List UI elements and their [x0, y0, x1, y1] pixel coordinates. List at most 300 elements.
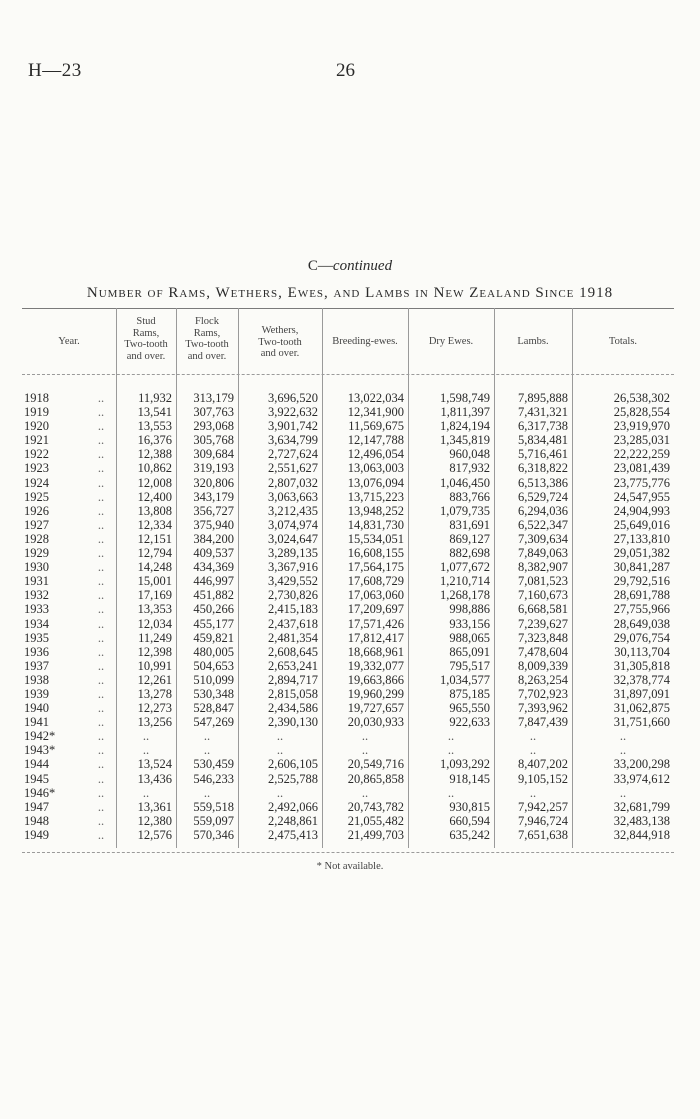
- leader-dots: ..: [97, 757, 105, 772]
- dry-cell: 988,065: [449, 630, 490, 645]
- flock-cell: 450,266: [193, 602, 234, 617]
- breeding-cell: 18,668,961: [347, 644, 404, 659]
- stud-cell: 13,278: [137, 686, 172, 701]
- stud-cell: 12,400: [137, 489, 172, 504]
- totals-cell: 32,483,138: [613, 813, 670, 828]
- year-cell: 1931: [24, 574, 49, 589]
- flock-cell: 434,369: [193, 560, 234, 575]
- breeding-cell: 12,147,788: [347, 433, 404, 448]
- col-header-wethers: Wethers, Two-tooth and over.: [258, 325, 302, 359]
- table-row: [22, 405, 674, 419]
- breeding-cell: 12,496,054: [347, 447, 404, 462]
- year-cell: 1919: [24, 405, 49, 420]
- year-cell: 1936: [24, 644, 49, 659]
- totals-cell: 33,974,612: [613, 771, 670, 786]
- lambs-cell: 6,668,581: [518, 602, 568, 617]
- table-title: Number of Rams, Wethers, Ewes, and Lambs in New Zealand Since 1918: [86, 285, 614, 301]
- lambs-cell: 6,318,822: [518, 461, 568, 476]
- stud-cell: 16,376: [137, 433, 172, 448]
- year-cell: 1949: [24, 827, 49, 842]
- stud-cell: 13,353: [137, 602, 172, 617]
- dry-cell: 869,127: [449, 531, 490, 546]
- year-cell: 1923: [24, 461, 49, 476]
- wethers-cell: 3,063,663: [268, 489, 318, 504]
- table-row: [22, 574, 674, 588]
- stud-cell: 10,862: [137, 461, 172, 476]
- wethers-cell: 3,367,916: [268, 560, 318, 575]
- breeding-cell: 13,063,003: [347, 461, 404, 476]
- breeding-cell: 19,727,657: [347, 701, 404, 716]
- leader-dots: ..: [97, 672, 105, 687]
- dry-cell: 831,691: [449, 517, 490, 532]
- year-cell: 1938: [24, 672, 49, 687]
- dry-cell: 865,091: [449, 644, 490, 659]
- table-row: [22, 786, 674, 800]
- year-cell: 1922: [24, 447, 49, 462]
- leader-dots: ..: [97, 658, 105, 673]
- table-row: [22, 602, 674, 616]
- not-available-cell: ..: [276, 785, 284, 800]
- wethers-cell: 2,492,066: [268, 799, 318, 814]
- flock-cell: 319,193: [193, 461, 234, 476]
- leader-dots: ..: [97, 475, 105, 490]
- breeding-cell: 20,549,716: [347, 757, 404, 772]
- not-available-cell: ..: [276, 729, 284, 744]
- stud-cell: 13,553: [137, 419, 172, 434]
- dry-cell: 1,077,672: [440, 560, 490, 575]
- lambs-cell: 8,263,254: [518, 672, 568, 687]
- year-cell: 1940: [24, 701, 49, 716]
- totals-cell: 31,751,660: [613, 715, 670, 730]
- table-row: [22, 617, 674, 631]
- not-available-cell: ..: [203, 729, 211, 744]
- year-cell: 1926: [24, 503, 49, 518]
- breeding-cell: 17,209,697: [347, 602, 404, 617]
- not-available-cell: ..: [529, 729, 537, 744]
- breeding-cell: 19,332,077: [347, 658, 404, 673]
- leader-dots: ..: [97, 715, 105, 730]
- leader-dots: ..: [97, 405, 105, 420]
- year-cell: 1939: [24, 686, 49, 701]
- table-row: [22, 687, 674, 701]
- table-row: [22, 800, 674, 814]
- flock-cell: 320,806: [193, 475, 234, 490]
- table-row: [22, 772, 674, 786]
- totals-cell: 25,649,016: [613, 517, 670, 532]
- totals-cell: 23,775,776: [613, 475, 670, 490]
- breeding-cell: 17,063,060: [347, 588, 404, 603]
- dry-cell: 1,034,577: [440, 672, 490, 687]
- leader-dots: ..: [97, 531, 105, 546]
- table-row: [22, 433, 674, 447]
- dry-cell: 1,079,735: [440, 503, 490, 518]
- wethers-cell: 2,390,130: [268, 715, 318, 730]
- table-bottom-rule: [22, 852, 674, 853]
- year-cell: 1934: [24, 616, 49, 631]
- leader-dots: ..: [97, 743, 105, 758]
- flock-cell: 409,537: [193, 546, 234, 561]
- lambs-cell: 5,834,481: [518, 433, 568, 448]
- not-available-cell: ..: [361, 785, 369, 800]
- table-row: [22, 631, 674, 645]
- leader-dots: ..: [97, 461, 105, 476]
- stud-cell: 12,794: [137, 546, 172, 561]
- totals-cell: 23,285,031: [613, 433, 670, 448]
- dry-cell: 660,594: [449, 813, 490, 828]
- leader-dots: ..: [97, 686, 105, 701]
- table-row: [22, 546, 674, 560]
- totals-cell: 22,222,259: [613, 447, 670, 462]
- section-suffix: continued: [332, 258, 393, 274]
- totals-cell: 29,076,754: [613, 630, 670, 645]
- lambs-cell: 7,393,962: [518, 701, 568, 716]
- lambs-cell: 7,239,627: [518, 616, 568, 631]
- dry-cell: 918,145: [449, 771, 490, 786]
- stud-cell: 13,808: [137, 503, 172, 518]
- breeding-cell: 19,663,866: [347, 672, 404, 687]
- col-header-lambs: Lambs.: [517, 336, 549, 347]
- page-reference: H—23: [28, 60, 82, 81]
- lambs-cell: 7,431,321: [518, 405, 568, 420]
- table-row: [22, 814, 674, 828]
- totals-cell: 30,841,287: [613, 560, 670, 575]
- year-cell: 1937: [24, 658, 49, 673]
- stud-cell: 11,249: [138, 630, 172, 645]
- flock-cell: 504,653: [193, 658, 234, 673]
- not-available-cell: ..: [447, 785, 455, 800]
- dry-cell: 817,932: [449, 461, 490, 476]
- table-row: [22, 518, 674, 532]
- wethers-cell: 3,922,632: [268, 405, 318, 420]
- not-available-cell: ..: [203, 743, 211, 758]
- stud-cell: 17,169: [137, 588, 172, 603]
- stud-cell: 12,388: [137, 447, 172, 462]
- lambs-cell: 6,317,738: [518, 419, 568, 434]
- leader-dots: ..: [97, 546, 105, 561]
- flock-cell: 375,940: [193, 517, 234, 532]
- flock-cell: 343,179: [193, 489, 234, 504]
- wethers-cell: 2,248,861: [268, 813, 318, 828]
- flock-cell: 547,269: [193, 715, 234, 730]
- flock-cell: 446,997: [193, 574, 234, 589]
- stud-cell: 15,001: [137, 574, 172, 589]
- totals-cell: 27,755,966: [613, 602, 670, 617]
- not-available-cell: ..: [619, 743, 627, 758]
- year-cell: 1942*: [24, 729, 56, 744]
- col-header-flock-rams: Flock Rams, Two-tooth and over.: [185, 316, 229, 362]
- dry-cell: 1,345,819: [440, 433, 490, 448]
- col-header-dry-ewes: Dry Ewes.: [428, 336, 474, 347]
- flock-cell: 570,346: [193, 827, 234, 842]
- year-cell: 1920: [24, 419, 49, 434]
- wethers-cell: 3,074,974: [268, 517, 318, 532]
- leader-dots: ..: [97, 560, 105, 575]
- stud-cell: 12,380: [137, 813, 172, 828]
- breeding-cell: 17,571,426: [347, 616, 404, 631]
- lambs-cell: 6,513,386: [518, 475, 568, 490]
- totals-cell: 31,897,091: [613, 686, 670, 701]
- leader-dots: ..: [97, 729, 105, 744]
- flock-cell: 559,518: [193, 799, 234, 814]
- totals-cell: 32,378,774: [613, 672, 670, 687]
- dry-cell: 930,815: [449, 799, 490, 814]
- lambs-cell: 9,105,152: [518, 771, 568, 786]
- page-number: 26: [336, 60, 355, 81]
- leader-dots: ..: [97, 588, 105, 603]
- lambs-cell: 7,702,923: [518, 686, 568, 701]
- leader-dots: ..: [97, 517, 105, 532]
- totals-cell: 30,113,704: [614, 644, 670, 659]
- dry-cell: 1,046,450: [440, 475, 490, 490]
- wethers-cell: 2,434,586: [268, 701, 318, 716]
- flock-cell: 559,097: [193, 813, 234, 828]
- year-cell: 1924: [24, 475, 49, 490]
- wethers-cell: 2,727,624: [268, 447, 318, 462]
- dry-cell: 1,268,178: [440, 588, 490, 603]
- wethers-cell: 2,730,826: [268, 588, 318, 603]
- leader-dots: ..: [97, 771, 105, 786]
- flock-cell: 528,847: [193, 701, 234, 716]
- flock-cell: 530,348: [193, 686, 234, 701]
- year-cell: 1929: [24, 546, 49, 561]
- table-row: [22, 715, 674, 729]
- flock-cell: 305,768: [193, 433, 234, 448]
- wethers-cell: 2,894,717: [268, 672, 318, 687]
- flock-cell: 530,459: [193, 757, 234, 772]
- stud-cell: 13,256: [137, 715, 172, 730]
- not-available-cell: ..: [619, 785, 627, 800]
- year-cell: 1932: [24, 588, 49, 603]
- not-available-cell: ..: [142, 785, 150, 800]
- year-cell: 1935: [24, 630, 49, 645]
- wethers-cell: 3,634,799: [268, 433, 318, 448]
- stud-cell: 12,273: [137, 701, 172, 716]
- totals-cell: 24,547,955: [613, 489, 670, 504]
- wethers-cell: 3,901,742: [268, 419, 318, 434]
- year-cell: 1948: [24, 813, 49, 828]
- col-header-year: Year.: [58, 336, 80, 347]
- not-available-cell: ..: [203, 785, 211, 800]
- dry-cell: 875,185: [449, 686, 490, 701]
- col-header-breeding-ewes: Breeding-ewes.: [332, 336, 398, 347]
- not-available-cell: ..: [361, 743, 369, 758]
- breeding-cell: 21,499,703: [347, 827, 404, 842]
- lambs-cell: 7,847,439: [518, 715, 568, 730]
- wethers-cell: 2,653,241: [268, 658, 318, 673]
- lambs-cell: 7,895,888: [518, 391, 568, 405]
- header-bottom-rule: [22, 374, 674, 375]
- leader-dots: ..: [97, 447, 105, 462]
- header-top-rule: [22, 308, 674, 309]
- breeding-cell: 20,743,782: [347, 799, 404, 814]
- leader-dots: ..: [97, 827, 105, 842]
- year-cell: 1930: [24, 560, 49, 575]
- table-row: [22, 391, 674, 405]
- table-row: [22, 490, 674, 504]
- dry-cell: 1,824,194: [440, 419, 490, 434]
- breeding-cell: 17,564,175: [347, 560, 404, 575]
- table-row: [22, 828, 674, 842]
- breeding-cell: 14,831,730: [347, 517, 404, 532]
- flock-cell: 356,727: [193, 503, 234, 518]
- flock-cell: 307,763: [193, 405, 234, 420]
- leader-dots: ..: [97, 701, 105, 716]
- totals-cell: 26,538,302: [613, 391, 670, 405]
- dry-cell: 965,550: [449, 701, 490, 716]
- table-row: [22, 701, 674, 715]
- dry-cell: 933,156: [449, 616, 490, 631]
- stud-cell: 12,334: [137, 517, 172, 532]
- totals-cell: 32,844,918: [613, 827, 670, 842]
- leader-dots: ..: [97, 799, 105, 814]
- wethers-cell: 3,212,435: [268, 503, 318, 518]
- year-cell: 1925: [24, 489, 49, 504]
- flock-cell: 546,233: [193, 771, 234, 786]
- flock-cell: 455,177: [193, 616, 234, 631]
- stud-cell: 12,261: [137, 672, 172, 687]
- section-letter: C: [307, 258, 318, 274]
- flock-cell: 293,068: [193, 419, 234, 434]
- col-header-stud-rams: Stud Rams, Two-tooth and over.: [124, 316, 168, 362]
- not-available-cell: ..: [619, 729, 627, 744]
- year-cell: 1943*: [24, 743, 56, 758]
- totals-cell: 32,681,799: [613, 799, 670, 814]
- totals-cell: 28,649,038: [613, 616, 670, 631]
- leader-dots: ..: [97, 391, 105, 405]
- totals-cell: 25,828,554: [613, 405, 670, 420]
- wethers-cell: 2,606,105: [268, 757, 318, 772]
- wethers-cell: 2,481,354: [268, 630, 318, 645]
- year-cell: 1941: [24, 715, 49, 730]
- dry-cell: 635,242: [449, 827, 490, 842]
- breeding-cell: 17,812,417: [347, 630, 404, 645]
- flock-cell: 384,200: [193, 531, 234, 546]
- table-row: [22, 504, 674, 518]
- breeding-cell: 11,569,675: [348, 419, 404, 434]
- lambs-cell: 7,323,848: [518, 630, 568, 645]
- dry-cell: 1,811,397: [440, 405, 490, 420]
- not-available-cell: ..: [447, 729, 455, 744]
- leader-dots: ..: [97, 785, 105, 800]
- wethers-cell: 2,437,618: [268, 616, 318, 631]
- lambs-cell: 6,522,347: [518, 517, 568, 532]
- stud-cell: 12,398: [137, 644, 172, 659]
- flock-cell: 510,099: [193, 672, 234, 687]
- totals-cell: 27,133,810: [613, 531, 670, 546]
- dry-cell: 998,886: [449, 602, 490, 617]
- wethers-cell: 3,289,135: [268, 546, 318, 561]
- wethers-cell: 2,551,627: [268, 461, 318, 476]
- leader-dots: ..: [97, 503, 105, 518]
- stud-cell: 13,524: [137, 757, 172, 772]
- lambs-cell: 8,407,202: [518, 757, 568, 772]
- leader-dots: ..: [97, 616, 105, 631]
- breeding-cell: 19,960,299: [347, 686, 404, 701]
- lambs-cell: 7,942,257: [518, 799, 568, 814]
- stud-cell: 13,541: [137, 405, 172, 420]
- lambs-cell: 6,529,724: [518, 489, 568, 504]
- dry-cell: 922,633: [449, 715, 490, 730]
- breeding-cell: 21,055,482: [347, 813, 404, 828]
- stud-cell: 13,436: [137, 771, 172, 786]
- flock-cell: 451,882: [193, 588, 234, 603]
- wethers-cell: 2,415,183: [268, 602, 318, 617]
- lambs-cell: 5,716,461: [518, 447, 568, 462]
- wethers-cell: 3,429,552: [268, 574, 318, 589]
- breeding-cell: 17,608,729: [347, 574, 404, 589]
- table-row: [22, 419, 674, 433]
- totals-cell: 29,051,382: [613, 546, 670, 561]
- wethers-cell: 2,475,413: [268, 827, 318, 842]
- not-available-cell: ..: [142, 743, 150, 758]
- year-cell: 1944: [24, 757, 49, 772]
- year-cell: 1945: [24, 771, 49, 786]
- wethers-cell: 3,696,520: [268, 391, 318, 405]
- not-available-cell: ..: [529, 785, 537, 800]
- breeding-cell: 20,030,933: [347, 715, 404, 730]
- table-row: [22, 560, 674, 574]
- breeding-cell: 13,022,034: [347, 391, 404, 405]
- wethers-cell: 2,807,032: [268, 475, 318, 490]
- table-row: [22, 757, 674, 771]
- not-available-cell: ..: [361, 729, 369, 744]
- wethers-cell: 2,815,058: [268, 686, 318, 701]
- not-available-cell: ..: [142, 729, 150, 744]
- table-row: [22, 743, 674, 757]
- breeding-cell: 16,608,155: [347, 546, 404, 561]
- col-header-totals: Totals.: [608, 336, 638, 347]
- leader-dots: ..: [97, 644, 105, 659]
- lambs-cell: 8,382,907: [518, 560, 568, 575]
- lambs-cell: 7,309,634: [518, 531, 568, 546]
- dry-cell: 1,598,749: [440, 391, 490, 405]
- flock-cell: 313,179: [193, 391, 234, 405]
- leader-dots: ..: [97, 574, 105, 589]
- dry-cell: 960,048: [449, 447, 490, 462]
- year-cell: 1928: [24, 531, 49, 546]
- leader-dots: ..: [97, 489, 105, 504]
- year-cell: 1947: [24, 799, 49, 814]
- table-row: [22, 659, 674, 673]
- year-cell: 1946*: [24, 785, 56, 800]
- wethers-cell: 2,525,788: [268, 771, 318, 786]
- table-row: [22, 532, 674, 546]
- lambs-cell: 7,478,604: [518, 644, 568, 659]
- lambs-cell: 7,651,638: [518, 827, 568, 842]
- lambs-cell: 7,946,724: [518, 813, 568, 828]
- totals-cell: 23,919,970: [613, 419, 670, 434]
- flock-cell: 459,821: [193, 630, 234, 645]
- flock-cell: 480,005: [193, 644, 234, 659]
- leader-dots: ..: [97, 602, 105, 617]
- breeding-cell: 13,715,223: [347, 489, 404, 504]
- breeding-cell: 20,865,858: [347, 771, 404, 786]
- leader-dots: ..: [97, 433, 105, 448]
- year-cell: 1918: [24, 391, 49, 405]
- table-row: [22, 645, 674, 659]
- table-row: [22, 476, 674, 490]
- breeding-cell: 13,948,252: [347, 503, 404, 518]
- stud-cell: 12,151: [137, 531, 172, 546]
- lambs-cell: 8,009,339: [518, 658, 568, 673]
- table-row: [22, 461, 674, 475]
- stud-cell: 11,932: [138, 391, 172, 405]
- dry-cell: 795,517: [449, 658, 490, 673]
- stud-cell: 12,576: [137, 827, 172, 842]
- table-row: [22, 673, 674, 687]
- stud-cell: 13,361: [137, 799, 172, 814]
- stud-cell: 12,008: [137, 475, 172, 490]
